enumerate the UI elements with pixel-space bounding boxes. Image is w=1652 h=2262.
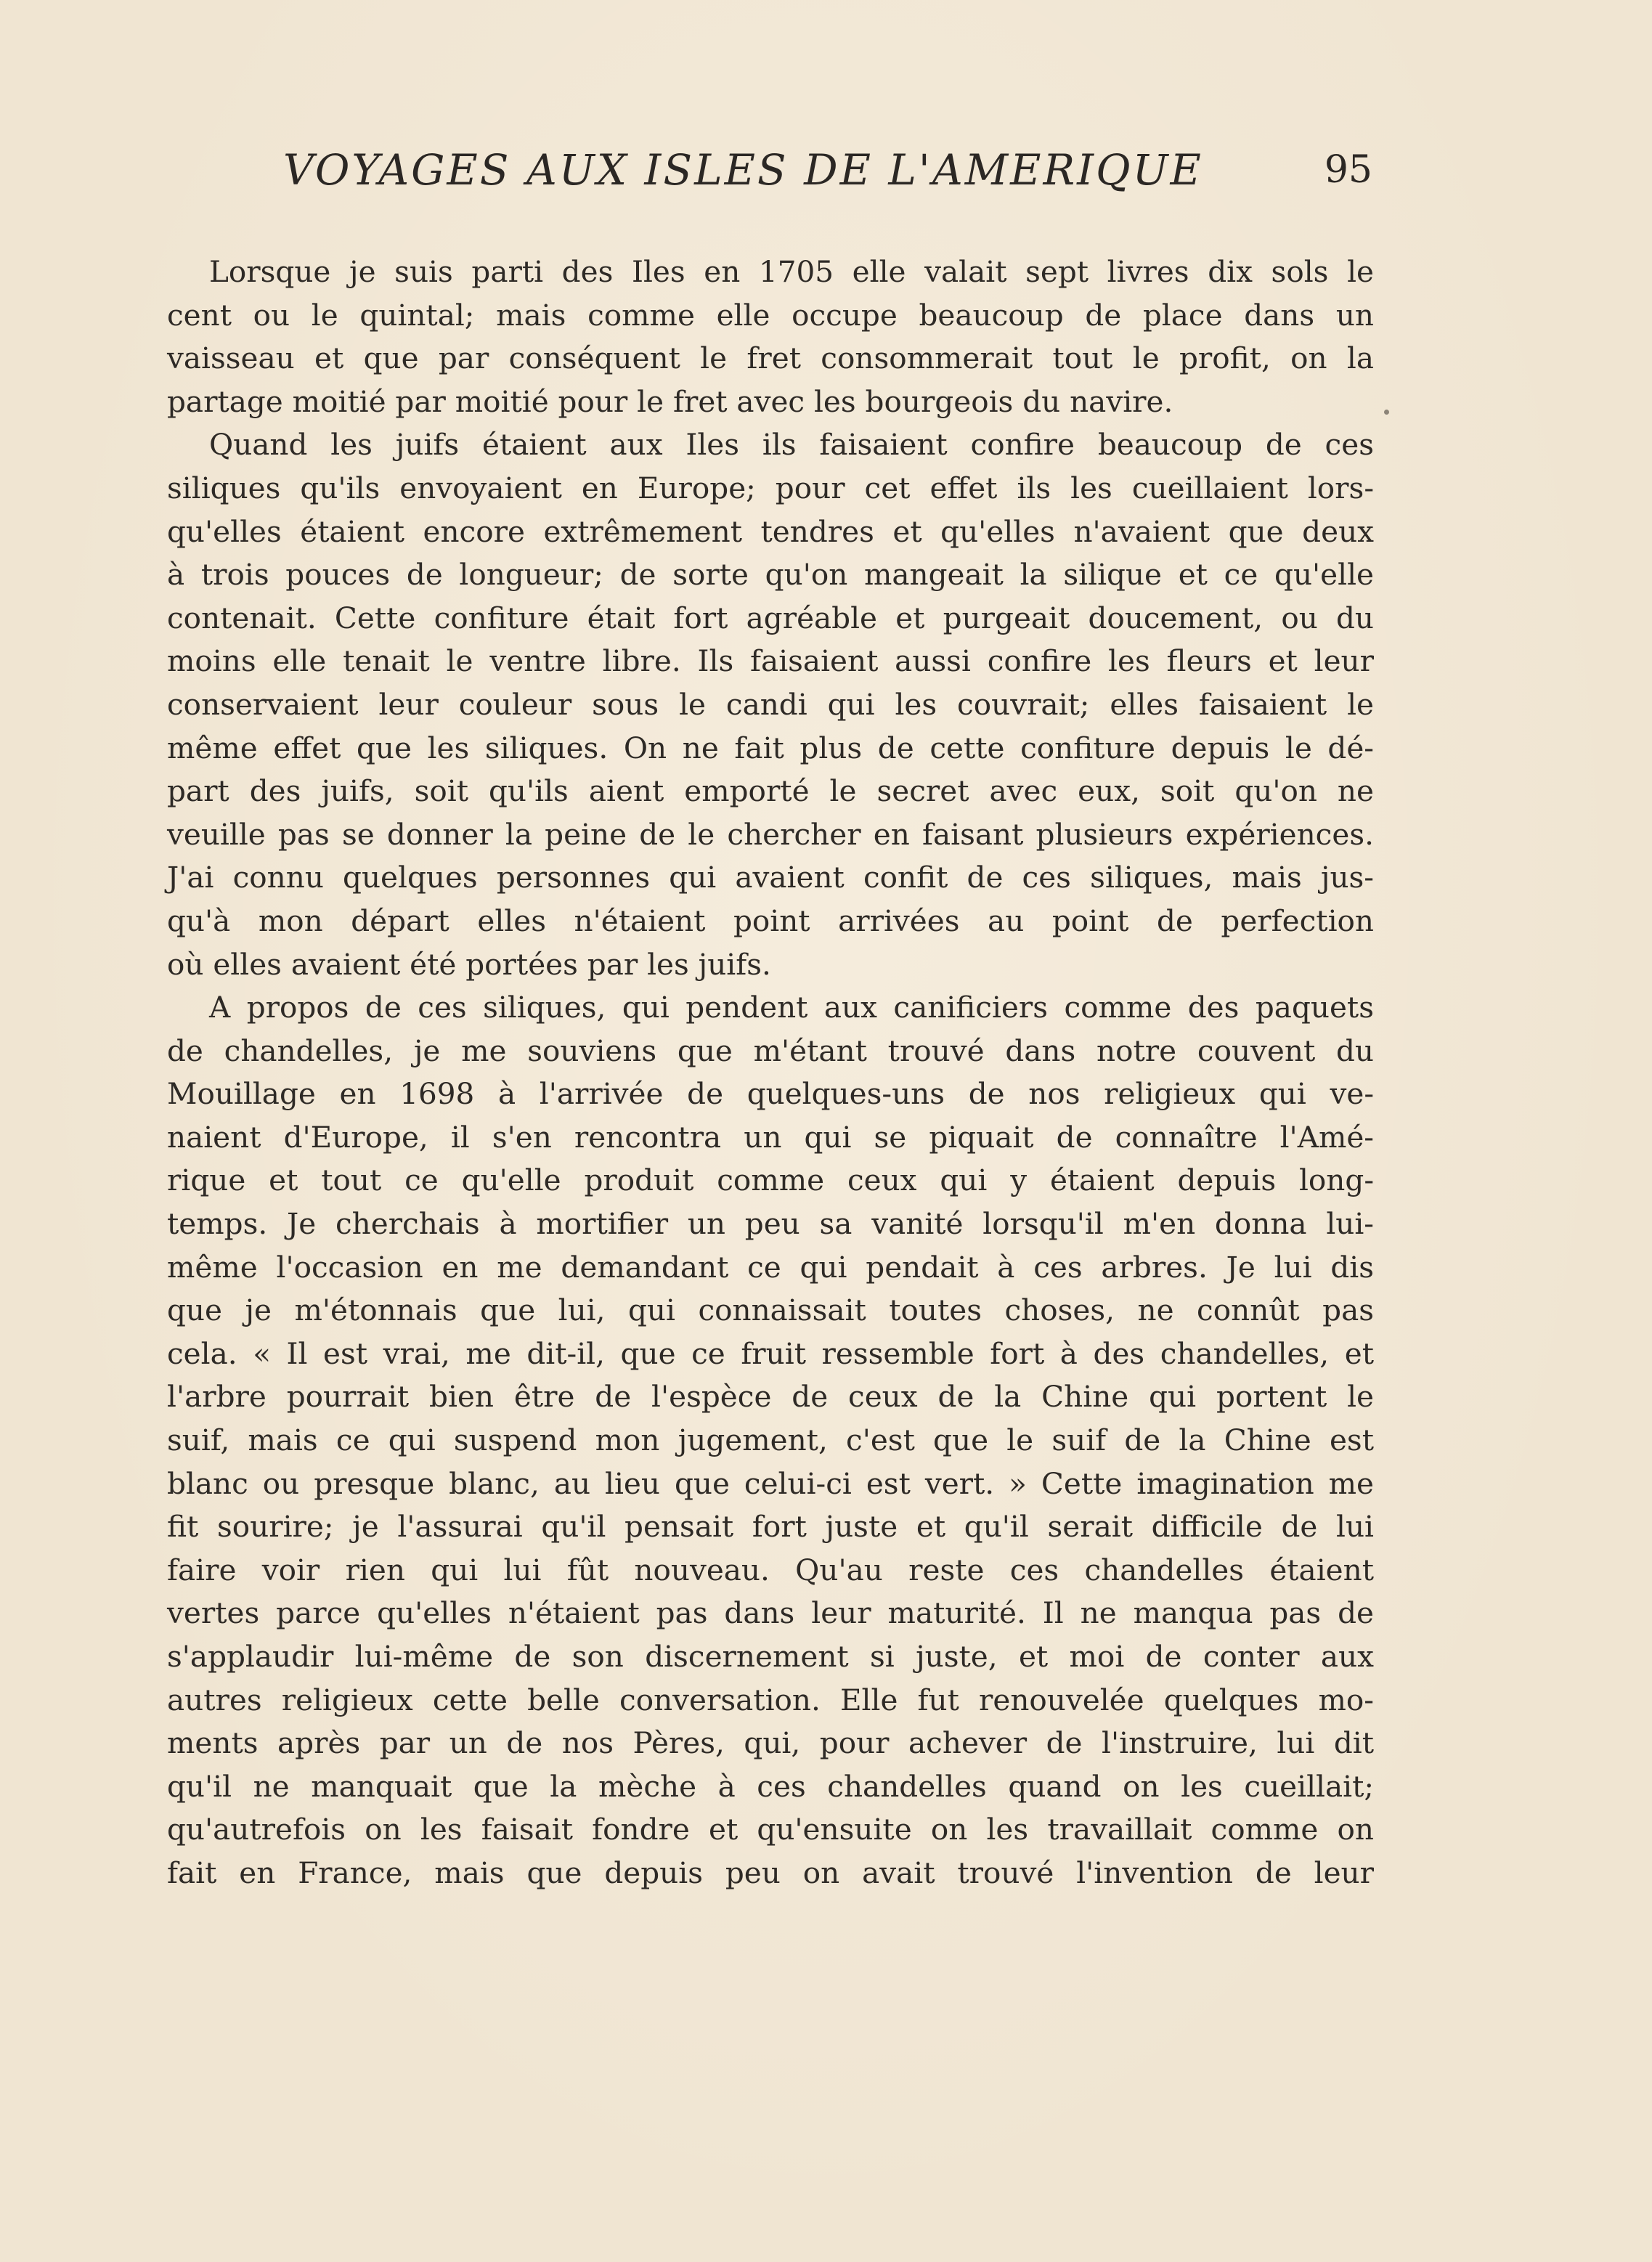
body-text [167, 251, 1374, 1895]
text-line: moins elle tenait le ventre libre. Ils faisaient aussi confire les fleurs et leur [167, 643, 1374, 679]
text-line: qu'il ne manquait que la mèche à ces chandelles quand on les cueillait; [167, 1768, 1374, 1804]
text-line: rique et tout ce qu'elle produit comme ceux qui y étaient depuis long- [167, 1163, 1374, 1198]
running-title: VOYAGES AUX ISLES DE L'AMERIQUE [283, 145, 1203, 195]
text-line: J'ai connu quelques personnes qui avaient confit de ces siliques, mais jus- [167, 860, 1374, 895]
text-line: même l'occasion en me demandant ce qui pendait à ces arbres. Je lui dis [167, 1249, 1374, 1285]
text-line: Mouillage en 1698 à l'arrivée de quelques-uns de nos religieux qui ve- [167, 1076, 1374, 1112]
text-line: cent ou le quintal; mais comme elle occupe beaucoup de place dans un [167, 297, 1374, 333]
text-line: Lorsque je suis parti des Iles en 1705 elle valait sept livres dix sols le [209, 254, 1374, 289]
text-line: autres religieux cette belle conversation. Elle fut renouvelée quelques mo- [167, 1682, 1374, 1717]
text-line: siliques qu'ils envoyaient en Europe; pour cet effet ils les cueillaient lors- [167, 470, 1374, 505]
text-line: A propos de ces siliques, qui pendent aux canificiers comme des paquets [209, 990, 1374, 1025]
text-line: qu'à mon départ elles n'étaient point arrivées au point de perfection [167, 903, 1374, 938]
text-line: fit sourire; je l'assurai qu'il pensait fort juste et qu'il serait difficile de lui [167, 1509, 1374, 1545]
text-line: part des juifs, soit qu'ils aient emporté le secret avec eux, soit qu'on ne [167, 773, 1374, 809]
text-line: suif, mais ce qui suspend mon jugement, c'est que le suif de la Chine est [167, 1423, 1374, 1458]
text-line: que je m'étonnais que lui, qui connaissait toutes choses, ne connût pas [167, 1293, 1374, 1328]
text-line: s'applaudir lui-même de son discernement si juste, et moi de conter aux [167, 1639, 1374, 1674]
running-head [167, 145, 1372, 211]
text-line: fait en France, mais que depuis peu on avait trouvé l'invention de leur [167, 1855, 1374, 1890]
text-line: l'arbre pourrait bien être de l'espèce de ceux de la Chine qui portent le [167, 1379, 1374, 1415]
text-line: conservaient leur couleur sous le candi qui les couvrait; elles faisaient le [167, 686, 1374, 722]
text-line: qu'autrefois on les faisait fondre et qu'ensuite on les travaillait comme on [167, 1812, 1374, 1847]
text-line: même effet que les siliques. On ne fait plus de cette confiture depuis le dé- [167, 730, 1374, 765]
text-line: de chandelles, je me souviens que m'étant trouvé dans notre couvent du [167, 1033, 1374, 1068]
text-line: naient d'Europe, il s'en rencontra un qui se piquait de connaître l'Amé- [167, 1119, 1374, 1155]
text-line: ments après par un de nos Pères, qui, pour achever de l'instruire, lui dit [167, 1725, 1374, 1761]
text-line: veuille pas se donner la peine de le chercher en faisant plusieurs expériences. [167, 816, 1374, 852]
text-line: faire voir rien qui lui fût nouveau. Qu'au reste ces chandelles étaient [167, 1552, 1374, 1587]
text-line: à trois pouces de longueur; de sorte qu'on mangeait la silique et ce qu'elle [167, 557, 1374, 593]
text-line: qu'elles étaient encore extrêmement tendres et qu'elles n'avaient que deux [167, 513, 1374, 549]
text-line: contenait. Cette confiture était fort agréable et purgeait doucement, ou du [167, 600, 1374, 635]
text-line: temps. Je cherchais à mortifier un peu sa vanité lorsqu'il m'en donna lui- [167, 1206, 1374, 1242]
paper-speck [1384, 410, 1389, 415]
text-line: blanc ou presque blanc, au lieu que celui-ci est vert. » Cette imagination me [167, 1465, 1374, 1501]
text-line: Quand les juifs étaient aux Iles ils faisaient confire beaucoup de ces [209, 427, 1374, 463]
text-line: vertes parce qu'elles n'étaient pas dans leur maturité. Il ne manqua pas de [167, 1595, 1374, 1631]
text-line: partage moitié par moitié pour le fret avec les bourgeois du navire. [167, 383, 1173, 419]
text-line: où elles avaient été portées par les juifs. [167, 946, 771, 982]
page-number: 95 [1324, 148, 1372, 192]
text-line: vaisseau et que par conséquent le fret consommerait tout le profit, on la [167, 341, 1374, 376]
text-line: cela. « Il est vrai, me dit-il, que ce fruit ressemble fort à des chandelles, et [167, 1335, 1374, 1371]
